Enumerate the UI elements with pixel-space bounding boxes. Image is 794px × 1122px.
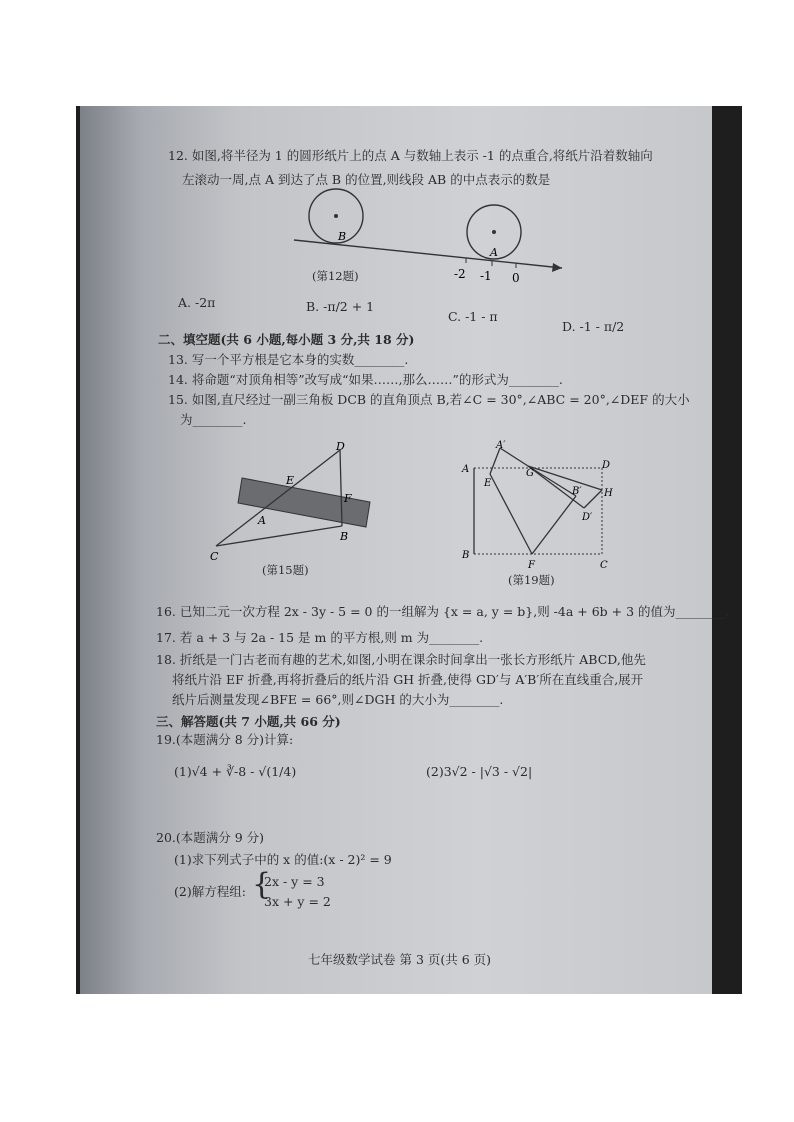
q12-option-a: A. -2π <box>178 295 216 310</box>
fold-ef <box>490 474 532 554</box>
circle-right-center <box>492 230 496 234</box>
q14: 14. 将命题“对顶角相等”改写成“如果……,那么……”的形式为________. <box>168 372 563 387</box>
label-f: F <box>528 560 535 571</box>
q19-part2: (2)3√2 - |√3 - √2| <box>426 764 533 779</box>
label-b: B <box>338 230 347 243</box>
q15-figure <box>202 436 372 566</box>
q15-line2: 为________. <box>180 412 247 427</box>
label-d: D <box>336 440 345 453</box>
label-c: C <box>600 560 608 571</box>
page-footer: 七年级数学试卷 第 3 页(共 6 页) <box>308 952 492 967</box>
q20-title: 20.(本题满分 9 分) <box>156 830 265 845</box>
q18-line2: 将纸片沿 EF 折叠,再将折叠后的纸片沿 GH 折叠,使得 GD′与 A′B′所在直线重合,展开 <box>172 672 644 687</box>
q19-part1: (1)√4 + ∛-8 - √(1/4) <box>174 764 297 779</box>
photo-frame <box>76 106 742 994</box>
q15-line1: 15. 如图,直尺经过一副三角板 DCB 的直角顶点 B,若∠C = 30°,∠ABC = 20°,∠DEF 的大小 <box>168 392 690 407</box>
label-b: B <box>340 530 349 543</box>
label-g: G <box>526 468 534 479</box>
fold-gb-prime <box>528 466 576 496</box>
fold-fb-prime <box>532 496 576 554</box>
q12-option-d: D. -1 - π/2 <box>562 319 625 334</box>
label-a: A <box>490 246 498 259</box>
label-c: C <box>210 550 219 563</box>
label-h: H <box>604 488 613 499</box>
q20-eq1: 2x - y = 3 <box>264 874 325 889</box>
label-a-prime: A′ <box>496 440 506 451</box>
label-d-prime: D′ <box>582 512 593 523</box>
q12-option-c: C. -1 - π <box>448 309 498 324</box>
system-brace: { <box>252 867 272 902</box>
q20-part1: (1)求下列式子中的 x 的值:(x - 2)² = 9 <box>174 852 392 867</box>
side-cb <box>216 526 342 546</box>
q18-line3: 纸片后测量发现∠BFE = 66°,则∠DGH 的大小为________. <box>172 692 504 707</box>
label-e: E <box>484 478 492 489</box>
label-a: A <box>462 464 470 475</box>
q20-eq2: 3x + y = 2 <box>264 894 331 909</box>
q12-option-b: B. -π/2 + 1 <box>306 299 375 314</box>
section3-heading: 三、解答题(共 7 小题,共 66 分) <box>156 714 341 729</box>
q20-part2-label: (2)解方程组: <box>174 884 246 899</box>
q18-line1: 18. 折纸是一门古老而有趣的艺术,如图,小明在课余时间拿出一张长方形纸片 ABCD,他先 <box>156 652 646 667</box>
label-b: B <box>462 550 470 561</box>
q15-caption: (第15题) <box>262 563 309 577</box>
q12-caption: (第12题) <box>312 269 359 283</box>
q12-line1: 12. 如图,将半径为 1 的圆形纸片上的点 A 与数轴上表示 -1 的点重合,将纸片沿着数轴向 <box>168 148 653 163</box>
tick-label-zero: 0 <box>512 271 520 285</box>
tick-label-minus1: -1 <box>480 269 492 283</box>
q19-title: 19.(本题满分 8 分)计算: <box>156 732 294 747</box>
q16: 16. 已知二元一次方程 2x - 3y - 5 = 0 的一组解为 {x = a, y = b},则 -4a + 6b + 3 的值为________. <box>156 604 730 619</box>
tick-label-minus2: -2 <box>454 267 466 281</box>
q12-line2: 左滚动一周,点 A 到达了点 B 的位置,则线段 AB 的中点表示的数是 <box>182 172 551 187</box>
label-b-prime: B′ <box>572 486 582 497</box>
fold-hd-prime <box>584 490 602 508</box>
exam-page <box>80 106 730 994</box>
label-a: A <box>258 514 266 527</box>
number-line <box>294 240 562 268</box>
label-e: E <box>286 474 295 487</box>
q19-figure <box>456 438 616 572</box>
fold-a-prime <box>490 448 500 474</box>
section2-heading: 二、填空题(共 6 小题,每小题 3 分,共 18 分) <box>158 332 415 347</box>
number-line-arrow <box>552 263 562 272</box>
label-d: D <box>602 460 611 471</box>
circle-left-center <box>334 214 338 218</box>
label-f: F <box>344 492 352 505</box>
q19-caption: (第19题) <box>508 573 555 587</box>
q13: 13. 写一个平方根是它本身的实数________. <box>168 352 409 367</box>
fold-gh <box>528 466 602 490</box>
q17: 17. 若 a + 3 与 2a - 15 是 m 的平方根,则 m 为________. <box>156 630 484 645</box>
